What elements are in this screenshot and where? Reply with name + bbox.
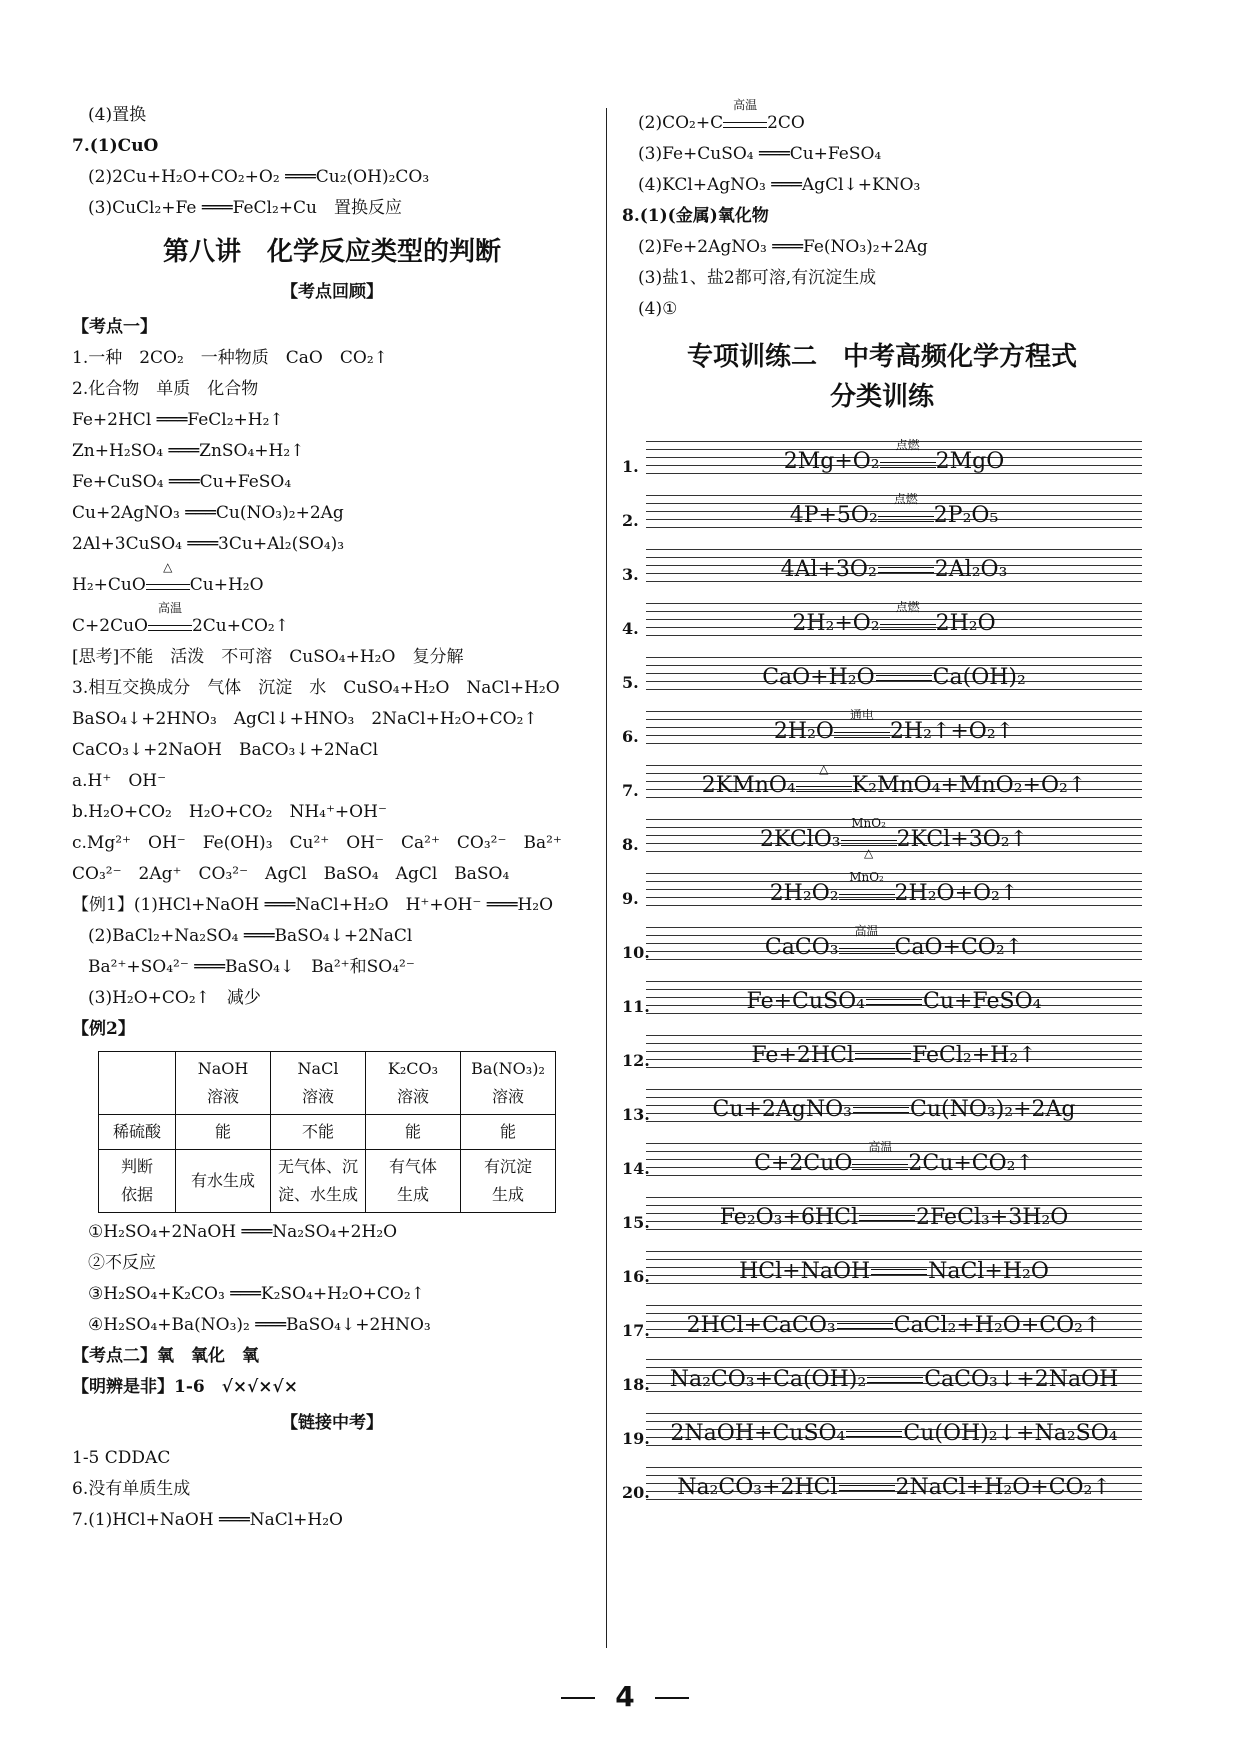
answer-line: [思考]不能 活泼 不可溶 CuSO₄+H₂O 复分解 [72,647,464,667]
drill-equation [646,557,1142,582]
drill-number: 7. [622,781,639,800]
table-row [99,1150,556,1213]
products: 2FeCl₃+3H₂O [916,1205,1069,1230]
equation-line: 2Al+3CuSO₄ ═══3Cu+Al₂(SO₄)₃ [72,534,345,554]
reactants: HCl+NaOH [739,1259,871,1284]
drill-equation [646,762,1142,798]
reactants: Fe₂O₃+6HCl [719,1205,858,1230]
drill-equation [646,1313,1142,1338]
condition-sign [146,560,190,590]
reactants: 2KClO₃ [759,827,841,852]
condition-sign [839,870,895,900]
condition-sign [878,492,934,522]
answer-line: 3.相互交换成分 气体 沉淀 水 CuSO₄+H₂O NaCl+H₂O [72,678,560,698]
drill-row [622,1243,1142,1297]
ruled-line [646,1251,1142,1252]
equals-sign [871,1269,927,1275]
answer-line: ②不反应 [88,1253,156,1273]
condition-sign [880,600,936,630]
condition-text: 高温 [854,924,879,938]
reactants: 2H₂+O₂ [792,611,880,636]
drill-number: 17. [622,1321,650,1340]
right-column [622,100,1142,1513]
reactants: 4P+5O₂ [789,503,878,528]
drill-number: 10. [622,943,650,962]
table-cell: 有沉淀 生成 [461,1150,556,1213]
condition-sign [796,762,852,792]
answer-line: 【明辨是非】1-6 √×√×√× [72,1377,298,1397]
drill-row [622,757,1142,811]
ruled-line [646,1089,1142,1090]
answer-line: 1-5 CDDAC [72,1448,171,1468]
answer-line: 2.化合物 单质 化合物 [72,379,259,399]
table-cell: 判断 依据 [99,1150,176,1213]
reaction-table [98,1051,556,1213]
drill-row [622,595,1142,649]
equation-line [72,601,592,642]
products: FeCl₂+H₂↑ [911,1043,1037,1068]
drill-row [622,865,1142,919]
table-cell: K₂CO₃ 溶液 [366,1052,461,1115]
ruled-line [646,1305,1142,1306]
products: 2P₂O₅ [933,503,999,528]
ruled-line [646,1197,1142,1198]
condition-text: 高温 [157,601,182,615]
equals-sign [866,999,922,1005]
drill-row [622,1135,1142,1189]
column-divider [606,108,607,1648]
reactants: C+2CuO [72,616,148,636]
equation-line: Cu+2AgNO₃ ═══Cu(NO₃)₂+2Ag [72,503,344,523]
drill-number: 15. [622,1213,650,1232]
products: 2MgO [935,449,1005,474]
ruled-line [646,1413,1142,1414]
page-number-text: 4 [615,1680,635,1713]
answer-line: BaSO₄↓+2HNO₃ AgCl↓+HNO₃ 2NaCl+H₂O+CO₂↑ [72,709,538,729]
subsection-heading: 【考点回顾】 [281,282,383,302]
table-cell: 有气体 生成 [366,1150,461,1213]
reactants: Fe+CuSO₄ [746,989,865,1014]
condition-sign [880,438,936,468]
drill-number: 13. [622,1105,650,1124]
table-cell: 无气体、沉 淀、水生成 [271,1150,366,1213]
drill-equation [646,1367,1142,1392]
drill-equation [646,665,1142,690]
drill-row [622,1297,1142,1351]
reactants: 2KMnO₄ [701,773,796,798]
reactants: Na₂CO₃+Ca(OH)₂ [669,1367,867,1392]
drill-number: 12. [622,1051,650,1070]
answer-line: Ba²⁺+SO₄²⁻ ═══BaSO₄↓ Ba²⁺和SO₄²⁻ [88,957,415,977]
table-cell: 不能 [271,1115,366,1150]
drill-number: 1. [622,457,639,476]
products: 2H₂O+O₂↑ [894,881,1019,906]
drill-number: 16. [622,1267,650,1286]
drill-row [622,1027,1142,1081]
answer-line: (4)① [638,299,678,319]
equals-sign [859,1215,915,1221]
equals-sign [837,1323,893,1329]
products: 2H₂O [935,611,996,636]
drill-equation [646,989,1142,1014]
equation-line: Fe+CuSO₄ ═══Cu+FeSO₄ [72,472,292,492]
equals-sign [876,675,932,681]
ruled-line [646,1467,1142,1468]
condition-text: △ [863,846,874,860]
condition-text: 点燃 [893,492,918,506]
drill-equation [646,438,1142,474]
products: 2Al₂O₃ [934,557,1008,582]
reactants: H₂+CuO [72,575,146,595]
reactants: Fe+2HCl [751,1043,854,1068]
products: Cu(NO₃)₂+2Ag [910,1097,1076,1122]
answer-line: (3)CuCl₂+Fe ═══FeCl₂+Cu 置换反应 [88,198,402,218]
drill-number: 3. [622,565,639,584]
drill-equation [646,1205,1142,1230]
answer-line: 【例1】(1)HCl+NaOH ═══NaCl+H₂O H⁺+OH⁻ ═══H₂O [72,895,554,915]
drill-number: 5. [622,673,639,692]
answer-line: a.H⁺ OH⁻ [72,771,167,791]
answer-line: 7.(1)HCl+NaOH ═══NaCl+H₂O [72,1510,343,1530]
condition-text: 高温 [733,98,758,112]
drill-row [622,1351,1142,1405]
ruled-line [646,1035,1142,1036]
reactants: 2HCl+CaCO₃ [686,1313,836,1338]
reactants: 2H₂O₂ [769,881,839,906]
table-cell [99,1052,176,1115]
drill-row [622,919,1142,973]
drill-row [622,811,1142,865]
answer-line: CaCO₃↓+2NaOH BaCO₃↓+2NaCl [72,740,379,760]
drill-number: 18. [622,1375,650,1394]
drill-equation [646,492,1142,528]
products: 2Cu+CO₂↑ [191,616,289,636]
products: CaCl₂+H₂O+CO₂↑ [893,1313,1102,1338]
ruled-line [646,981,1142,982]
drill-equation [646,1097,1142,1122]
answer-line: b.H₂O+CO₂ H₂O+CO₂ NH₄⁺+OH⁻ [72,802,387,822]
ruled-line [646,549,1142,550]
table-cell: 能 [366,1115,461,1150]
reactants: 2H₂O [773,719,834,744]
condition-text: △ [819,762,829,776]
equation-line [622,98,1142,139]
condition-sign [841,816,897,860]
products: CaO+CO₂↑ [894,935,1024,960]
section-title: 第八讲 化学反应类型的判断 [162,237,501,267]
drill-number: 8. [622,835,639,854]
table-cell: Ba(NO₃)₂ 溶液 [461,1052,556,1115]
drill-list [622,433,1142,1513]
equation-line: Fe+2HCl ═══FeCl₂+H₂↑ [72,410,284,430]
equals-sign [855,1053,911,1059]
answer-line: 8.(1)(金属)氧化物 [622,206,769,226]
drill-equation [646,816,1142,860]
drill-equation [646,600,1142,636]
example-heading: 【例2】 [72,1019,135,1039]
condition-sign [148,601,192,631]
drill-equation [646,1475,1142,1500]
table-cell: NaCl 溶液 [271,1052,366,1115]
equation-line: Zn+H₂SO₄ ═══ZnSO₄+H₂↑ [72,441,305,461]
point-heading: 【考点一】 [72,317,157,337]
condition-sign [723,98,767,128]
left-column [72,100,592,1536]
reactants: Na₂CO₃+2HCl [677,1475,838,1500]
drill-number: 2. [622,511,639,530]
answer-line: CO₃²⁻ 2Ag⁺ CO₃²⁻ AgCl BaSO₄ AgCl BaSO₄ [72,864,510,884]
drill-number: 20. [622,1483,650,1502]
drill-equation [646,708,1142,744]
answer-line: 6.没有单质生成 [72,1479,191,1499]
products: 2NaCl+H₂O+CO₂↑ [895,1475,1111,1500]
table-row [99,1115,556,1150]
answer-line: (3)盐1、盐2都可溶,有沉淀生成 [638,268,877,288]
reactants: 4Al+3O₂ [780,557,877,582]
condition-sign [852,1140,908,1170]
answer-line: (3)H₂O+CO₂↑ 减少 [88,988,261,1008]
reactants: 2Mg+O₂ [783,449,880,474]
ruled-line [646,711,1142,712]
reactants: C+2CuO [754,1151,853,1176]
drill-number: 11. [622,997,650,1016]
ruled-line [646,765,1142,766]
reactants: CaCO₃ [764,935,839,960]
condition-sign [839,924,895,954]
table-row [99,1052,556,1115]
products: 2CO [767,113,805,133]
equals-sign [846,1431,902,1437]
drill-number: 4. [622,619,639,638]
products: Cu+H₂O [189,575,264,595]
answer-line: 7.(1)CuO [72,136,159,156]
table-cell: NaOH 溶液 [176,1052,271,1115]
subsection-heading: 【链接中考】 [281,1413,383,1433]
answer-line: (4)KCl+AgNO₃ ═══AgCl↓+KNO₃ [638,175,921,195]
answer-line: (2)BaCl₂+Na₂SO₄ ═══BaSO₄↓+2NaCl [88,926,413,946]
drill-equation [646,1259,1142,1284]
answer-line: 1.一种 2CO₂ 一种物质 CaO CO₂↑ [72,348,388,368]
section-title: 专项训练二 中考高频化学方程式 [686,342,1077,372]
answer-line: 【考点二】氧 氧化 氧 [72,1346,259,1366]
reactants: CaO+H₂O [762,665,875,690]
answer-line: (2)2Cu+H₂O+CO₂+O₂ ═══Cu₂(OH)₂CO₃ [88,167,430,187]
condition-text: MnO₂ [849,870,884,884]
drill-equation [646,1421,1142,1446]
answer-line: c.Mg²⁺ OH⁻ Fe(OH)₃ Cu²⁺ OH⁻ Ca²⁺ CO₃²⁻ Ba²⁺ [72,833,562,853]
table-cell: 有水生成 [176,1150,271,1213]
reactants: 2NaOH+CuSO₄ [670,1421,846,1446]
drill-row [622,433,1142,487]
products: Ca(OH)₂ [932,665,1026,690]
answer-line: (4)置换 [88,105,147,125]
drill-row [622,541,1142,595]
drill-number: 19. [622,1429,650,1448]
drill-equation [646,870,1142,906]
products: CaCO₃↓+2NaOH [924,1367,1119,1392]
condition-sign [834,708,890,738]
table-cell: 能 [176,1115,271,1150]
equation-line [72,560,592,601]
table-cell: 稀硫酸 [99,1115,176,1150]
equals-sign [839,1485,895,1491]
condition-text: △ [163,560,173,574]
products: K₂MnO₄+MnO₂+O₂↑ [851,773,1087,798]
drill-row [622,1459,1142,1513]
drill-row [622,487,1142,541]
table-cell: 能 [461,1115,556,1150]
drill-row [622,703,1142,757]
drill-row [622,1405,1142,1459]
drill-number: 14. [622,1159,650,1178]
products: 2H₂↑+O₂↑ [889,719,1015,744]
drill-equation [646,1043,1142,1068]
drill-number: 6. [622,727,639,746]
answer-line: (3)Fe+CuSO₄ ═══Cu+FeSO₄ [638,144,882,164]
drill-row [622,1081,1142,1135]
condition-text: 通电 [849,708,874,722]
page-number [0,1680,1250,1713]
ruled-line [646,657,1142,658]
answer-line: ④H₂SO₄+Ba(NO₃)₂ ═══BaSO₄↓+2HNO₃ [88,1315,431,1335]
answer-line: ③H₂SO₄+K₂CO₃ ═══K₂SO₄+H₂O+CO₂↑ [88,1284,425,1304]
drill-row [622,1189,1142,1243]
answer-line: ①H₂SO₄+2NaOH ═══Na₂SO₄+2H₂O [88,1222,398,1242]
equals-sign [867,1377,923,1383]
reactants: (2)CO₂+C [638,113,724,133]
drill-row [622,649,1142,703]
drill-number: 9. [622,889,639,908]
condition-text: MnO₂ [851,816,886,830]
drill-equation [646,1140,1142,1176]
products: Cu+FeSO₄ [923,989,1042,1014]
products: 2Cu+CO₂↑ [908,1151,1034,1176]
products: Cu(OH)₂↓+Na₂SO₄ [903,1421,1118,1446]
condition-text: 点燃 [895,438,920,452]
drill-equation [646,924,1142,960]
ruled-line [646,1359,1142,1360]
equals-sign [878,567,934,573]
drill-row [622,973,1142,1027]
products: 2KCl+3O₂↑ [896,827,1028,852]
equals-sign [853,1107,909,1113]
condition-text: 高温 [868,1140,893,1154]
products: NaCl+H₂O [928,1259,1049,1284]
section-title: 分类训练 [829,382,934,412]
reactants: Cu+2AgNO₃ [712,1097,852,1122]
condition-text: 点燃 [895,600,920,614]
answer-line: (2)Fe+2AgNO₃ ═══Fe(NO₃)₂+2Ag [638,237,928,257]
